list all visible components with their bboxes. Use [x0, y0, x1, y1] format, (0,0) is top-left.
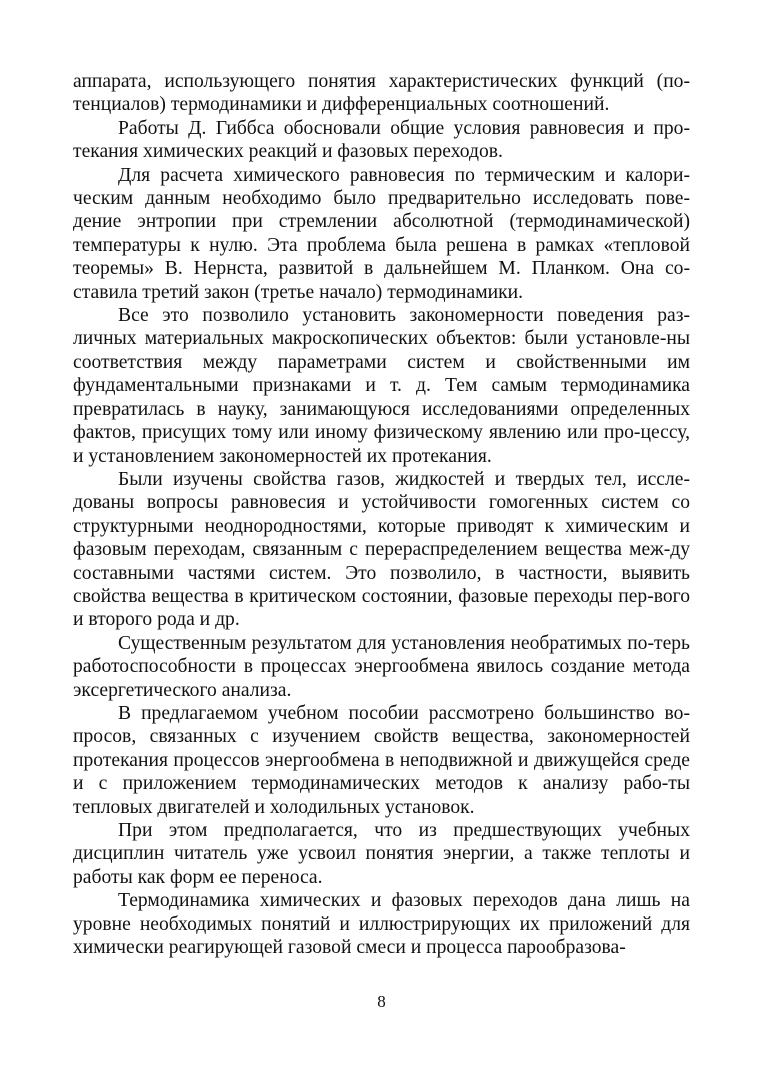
paragraph-7: В предлагаемом учебном пособии рассмотрено большинство во-просов, связанных с изучением свойств вещества, закономерностей протекания процессов энергообмена в неподвижной и движущейся среде и с приложением термодинамических методов к анализу рабо-ты тепловых двигателей и холодильных установок. — [73, 702, 690, 818]
paragraph-1: аппарата, использующего понятия характеристических функций (по-тенциалов) термодинамики и дифференциальных соотношений. — [73, 71, 690, 116]
paragraph-4: Все это позволило установить закономерности поведения раз-личных материальных макроскопических объектов: были установле-ны соответствия между параметрами систем и свойственными им фундаментальными признаками и т. д. Тем самым термодинамика превратилась в науку, занимающуюся исследованиями определенных фактов, присущих тому или иному физическому явлению или про-цессу, и установлением закономерностей их протекания. — [73, 305, 690, 467]
paragraph-9: Термодинамика химических и фазовых переходов дана лишь на уровне необходимых понятий и иллюстрирующих их приложений для химически реагирующей газовой смеси и процесса парообразова- — [73, 890, 690, 959]
paragraph-5: Были изучены свойства газов, жидкостей и твердых тел, иссле-дованы вопросы равновесия и устойчивости гомогенных систем со структурными неоднородностями, которые приводят к химическим и фазовым переходам, связанным с перераспределением вещества меж-ду составными частями систем. Это позволило, в частности, выявить свойства вещества в критическом состоянии, фазовые переходы пер-вого и второго рода и др. — [73, 468, 690, 631]
paragraph-3: Для расчета химического равновесия по термическим и калори-ческим данным необходимо было предварительно исследовать пове-дение энтропии при стремлении абсолютной (термодинамической) температуры к нулю. Эта проблема была решена в рамках «тепловой теоремы» В. Нернста, развитой в дальнейшем М. Планком. Она со-ставила третий закон (третье начало) термодинамики. — [73, 164, 690, 303]
page-number: 8 — [377, 992, 386, 1011]
paragraph-6: Существенным результатом для установления необратимых по-терь работоспособности в процессах энергообмена явилось создание метода эксергетического анализа. — [73, 632, 690, 701]
paragraph-2: Работы Д. Гиббса обосновали общие условия равновесия и про-текания химических реакций и фазовых переходов. — [73, 117, 690, 163]
paragraph-8: При этом предполагается, что из предшествующих учебных дисциплин читатель уже усвоил понятия энергии, а также теплоты и работы как форм ее переноса. — [73, 820, 690, 888]
body-text — [73, 70, 690, 959]
